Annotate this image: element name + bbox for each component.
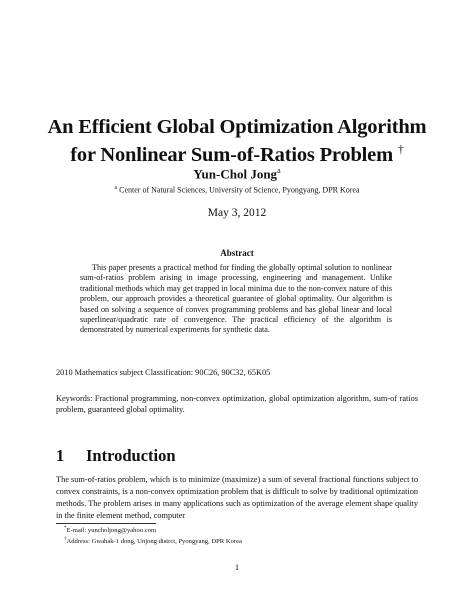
footnote-address <box>64 536 418 547</box>
section-number: 1 <box>56 446 65 465</box>
abstract-heading: Abstract <box>220 248 254 258</box>
keywords: Keywords: Fractional programming, non-convex optimization, global optimization algorithm, sum-of ratios problem, guaranteed global optimality. <box>56 394 418 414</box>
footnote-address-text: Address: Gwahak-1 dong, Unjong distrct, Pyongyang, DPR Korea <box>66 537 242 545</box>
affiliation-mark: a <box>114 185 118 191</box>
footnote-address-mark: † <box>64 536 67 542</box>
msc-classification: 2010 Mathematics subject Classification: 90C26, 90C32, 65K05 <box>56 368 271 377</box>
page-number: 1 <box>234 562 240 572</box>
footnote-email-mark: * <box>64 526 67 531</box>
section-heading <box>56 446 176 466</box>
author-text: Yun-Chol Jong <box>193 166 278 182</box>
author-affil-mark: a <box>277 166 281 175</box>
affiliation-text: Center of Natural Sciences, University of Science, Pyongyang, DPR Korea <box>119 185 360 195</box>
abstract-body: This paper presents a practical method for finding the globally optimal solution to nonlinear sum-of-ratios problem arising in image processing, engineering and management. Unlike traditional methods which may get trapped in local minima due to the non-convex nature of this problem, our approach provides a theoretical guarantee of global optimality. Our algorithm is based on solving a sequence of convex programming problems and has global linear and local superlinear/quadratic rate of convergence. The practical efficiency of the algorithm is demonstrated by numerical experiments for synthetic data. <box>80 263 392 335</box>
footnote-email-text: E-mail: yuncholjong@yahoo.com <box>66 527 157 535</box>
intro-paragraph: The sum-of-ratios problem, which is to minimize (maximize) a sum of several fractional functions subject to convex constraints, is a non-convex optimization problem that is difficult to solve by traditional optimization methods. The problem arises in many applications such as optimization of the average element shape quality in the finite element method, computer <box>56 475 418 521</box>
footnote-email <box>64 525 418 536</box>
paper-date: May 3, 2012 <box>207 207 267 219</box>
title-dagger: † <box>397 142 404 156</box>
author-name <box>0 166 474 182</box>
footnotes <box>64 525 418 547</box>
paper-title <box>40 116 434 166</box>
footnote-rule <box>56 523 156 524</box>
paper-title-text: An Efficient Global Optimization Algorithm for Nonlinear Sum-of-Ratios Problem <box>47 116 427 166</box>
affiliation <box>0 185 474 195</box>
section-title: Introduction <box>86 446 176 465</box>
